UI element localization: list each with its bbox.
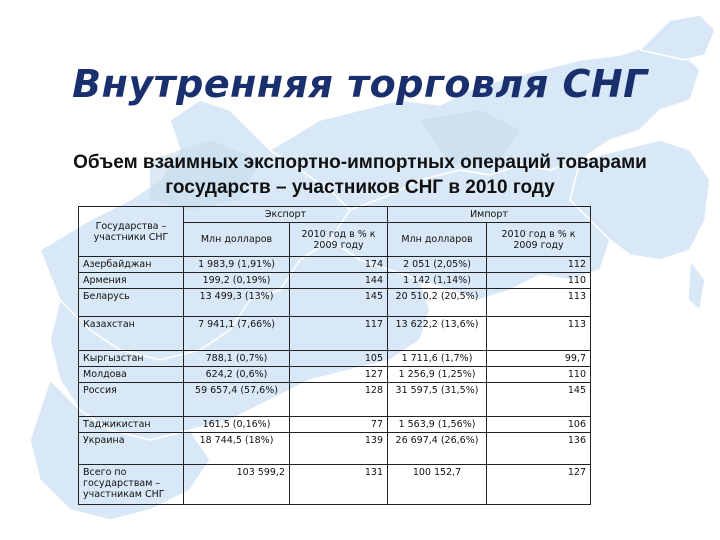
export-pct-cell: 77 [290, 417, 388, 433]
import-mln-cell: 1 256,9 (1,25%) [388, 367, 487, 383]
import-pct-cell: 110 [487, 273, 591, 289]
country-cell: Армения [79, 273, 184, 289]
country-cell: Казахстан [79, 317, 184, 351]
slide-title: Внутренняя торговля СНГ [72, 62, 648, 106]
export-mln-cell: 624,2 (0,6%) [184, 367, 290, 383]
import-mln-cell: 20 510,2 (20,5%) [388, 289, 487, 317]
import-pct-cell: 106 [487, 417, 591, 433]
country-cell: Беларусь [79, 289, 184, 317]
import-pct-cell: 113 [487, 317, 591, 351]
country-cell: Украина [79, 433, 184, 465]
subheader-export-pct: 2010 год в % к 2009 году [290, 223, 388, 257]
import-pct-cell: 112 [487, 257, 591, 273]
import-mln-cell: 13 622,2 (13,6%) [388, 317, 487, 351]
import-pct-cell: 110 [487, 367, 591, 383]
map-region-peninsula [640, 15, 715, 60]
table-row [79, 317, 591, 351]
export-mln-cell: 7 941,1 (7,66%) [184, 317, 290, 351]
import-pct-cell: 145 [487, 383, 591, 417]
import-pct-cell: 127 [487, 465, 591, 505]
subheader-import-pct: 2010 год в % к 2009 году [487, 223, 591, 257]
export-mln-cell: 103 599,2 [184, 465, 290, 505]
export-pct-cell: 174 [290, 257, 388, 273]
import-mln-cell: 1 711,6 (1,7%) [388, 351, 487, 367]
export-mln-cell: 1 983,9 (1,91%) [184, 257, 290, 273]
header-export: Экспорт [184, 207, 388, 223]
export-pct-cell: 131 [290, 465, 388, 505]
export-pct-cell: 144 [290, 273, 388, 289]
table-row [79, 383, 591, 417]
header-states: Государства – участники СНГ [79, 207, 184, 257]
subheader-import-mln: Млн долларов [388, 223, 487, 257]
subtitle-line-1: Объем взаимных экспортно-импортных операций товарами [73, 152, 647, 173]
export-mln-cell: 13 499,3 (13%) [184, 289, 290, 317]
country-cell: Кыргызстан [79, 351, 184, 367]
table-row [79, 433, 591, 465]
country-cell: Азербайджан [79, 257, 184, 273]
export-mln-cell: 59 657,4 (57,6%) [184, 383, 290, 417]
export-pct-cell: 145 [290, 289, 388, 317]
subheader-export-mln: Млн долларов [184, 223, 290, 257]
import-pct-cell: 136 [487, 433, 591, 465]
table-row [79, 417, 591, 433]
import-mln-cell: 100 152,7 [388, 465, 487, 505]
export-pct-cell: 139 [290, 433, 388, 465]
export-mln-cell: 18 744,5 (18%) [184, 433, 290, 465]
export-pct-cell: 105 [290, 351, 388, 367]
import-mln-cell: 26 697,4 (26,6%) [388, 433, 487, 465]
export-pct-cell: 128 [290, 383, 388, 417]
table-row [79, 289, 591, 317]
table-row [79, 273, 591, 289]
trade-table-container [78, 206, 591, 505]
export-mln-cell: 788,1 (0,7%) [184, 351, 290, 367]
import-pct-cell: 113 [487, 289, 591, 317]
country-cell: Молдова [79, 367, 184, 383]
header-import: Импорт [388, 207, 591, 223]
subtitle-line-2: государств – участников СНГ в 2010 году [165, 177, 555, 198]
country-cell: Россия [79, 383, 184, 417]
slide-subtitle [20, 150, 700, 200]
export-pct-cell: 127 [290, 367, 388, 383]
trade-table [78, 206, 591, 505]
import-pct-cell: 99,7 [487, 351, 591, 367]
table-row [79, 257, 591, 273]
table-row [79, 367, 591, 383]
import-mln-cell: 1 142 (1,14%) [388, 273, 487, 289]
table-row-total [79, 465, 591, 505]
country-cell: Всего по государствам – участникам СНГ [79, 465, 184, 505]
export-mln-cell: 199,2 (0,19%) [184, 273, 290, 289]
export-pct-cell: 117 [290, 317, 388, 351]
import-mln-cell: 31 597,5 (31,5%) [388, 383, 487, 417]
export-mln-cell: 161,5 (0,16%) [184, 417, 290, 433]
import-mln-cell: 1 563,9 (1,56%) [388, 417, 487, 433]
map-region-island [688, 260, 705, 310]
country-cell: Таджикистан [79, 417, 184, 433]
table-row [79, 351, 591, 367]
import-mln-cell: 2 051 (2,05%) [388, 257, 487, 273]
